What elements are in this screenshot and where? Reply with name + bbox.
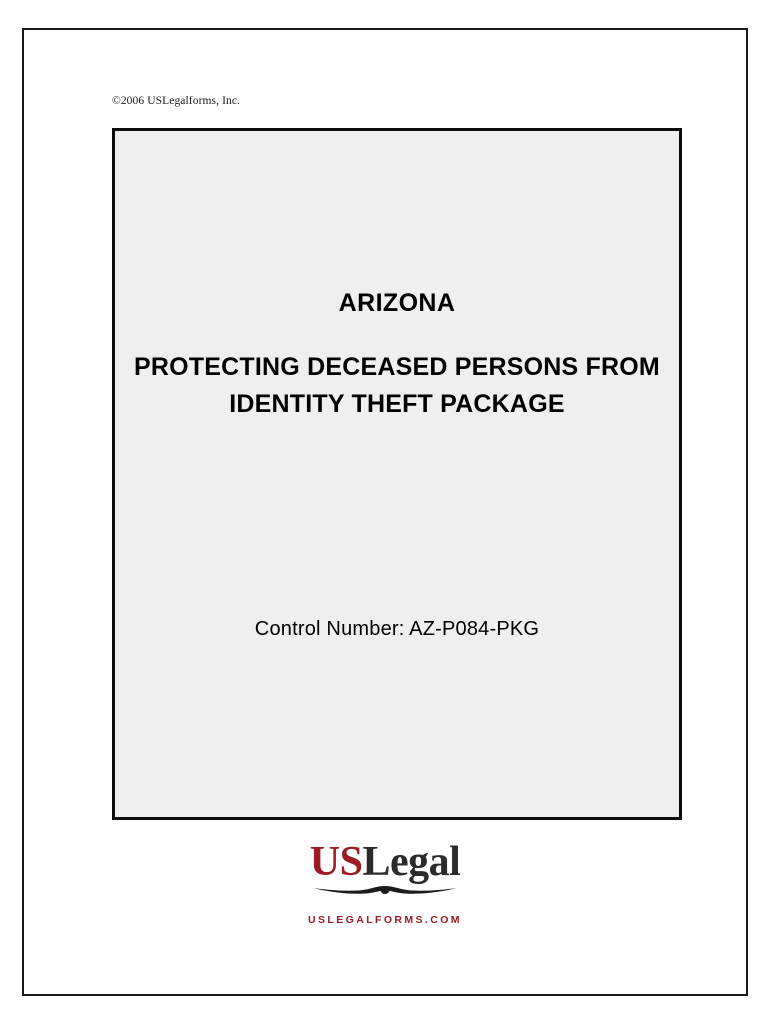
logo-wordmark <box>307 840 463 942</box>
package-title: PROTECTING DECEASED PERSONS FROM IDENTITY THEFT PACKAGE <box>134 353 660 418</box>
state-name: ARIZONA <box>338 289 456 317</box>
logo-us-text: US <box>309 839 363 885</box>
control-number: Control Number: AZ-P084-PKG <box>254 618 540 640</box>
uslegal-logo <box>24 840 746 942</box>
page-border-frame <box>22 28 748 996</box>
logo-wing-icon <box>307 885 463 897</box>
title-box <box>112 128 682 820</box>
logo-legal-text: Legal <box>362 839 461 885</box>
logo-domain-text: USLEGALFORMS.COM <box>308 914 462 926</box>
copyright-notice: ©2006 USLegalforms, Inc. <box>112 95 241 107</box>
